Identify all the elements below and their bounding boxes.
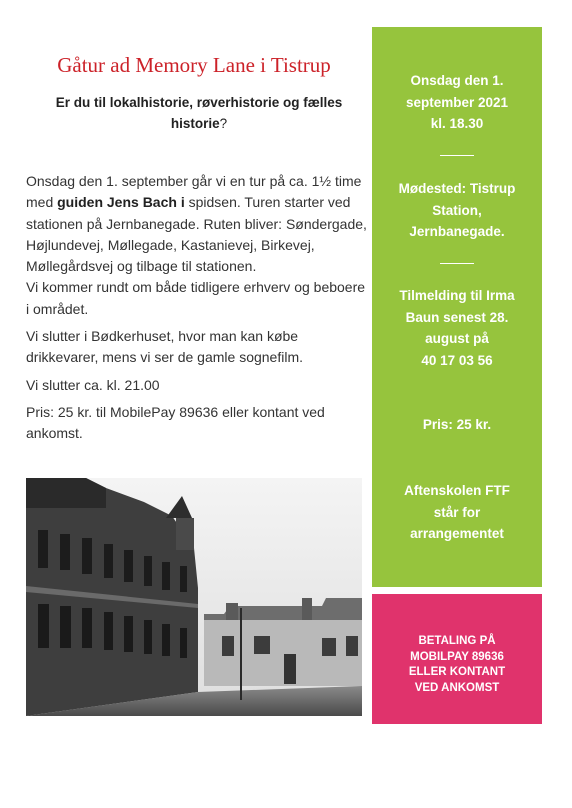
paragraph-end-time: Vi slutter ca. kl. 21.00 — [26, 376, 160, 393]
organizer-line3: arrangementet — [410, 526, 504, 541]
meeting-place-line2: Station, — [432, 202, 482, 218]
meeting-place — [372, 178, 542, 243]
page-subtitle — [40, 92, 358, 134]
meeting-place-line3: Jernbanegade. — [409, 224, 505, 239]
event-info-panel — [372, 27, 542, 587]
signup-info — [372, 285, 542, 371]
paragraph-ending: Vi slutter i Bødkerhuset, hvor man kan købe drikkevarer, mens vi ser de gamle sognefilm. — [26, 328, 303, 366]
meeting-place-line1: Mødested: Tistrup — [398, 181, 516, 196]
subtitle-question-mark: ? — [219, 116, 228, 131]
organizer-line1: Aftenskolen FTF — [404, 483, 510, 498]
organizer-line2: står for — [433, 504, 481, 520]
event-date-line1: Onsdag den 1. — [410, 73, 504, 88]
route-text: spidsen. Turen starter ved stationen på Jernbanegade. Ruten bliver: Søndergade, Højlundevej, Møllegade, Kastanievej, Birkevej, Møllegårdsvej og tilbage til stationen. — [26, 194, 367, 275]
event-date — [372, 70, 542, 135]
divider — [440, 155, 474, 156]
payment-line1: BETALING PÅ — [418, 635, 496, 647]
subtitle-text: Er du til lokalhistorie, røverhistorie og fælles historie — [55, 95, 343, 131]
signup-line2: Baun senest 28. — [405, 309, 509, 325]
signup-line1: Tilmelding til Irma — [399, 288, 515, 303]
guide-name: guiden Jens Bach i — [57, 194, 185, 211]
signup-line3: august på — [425, 331, 489, 346]
historic-street-photo — [26, 478, 362, 716]
body-text — [26, 171, 368, 442]
payment-line2: MOBILPAY 89636 — [410, 650, 504, 663]
paragraph-route — [26, 171, 368, 320]
payment-text — [382, 634, 532, 696]
divider — [440, 263, 474, 264]
route-text-end: Vi kommer rundt om både tidligere erhverv og beboere i området. — [26, 279, 366, 317]
payment-line3: ELLER KONTANT — [408, 666, 506, 678]
page-title: Gåtur ad Memory Lane i Tistrup — [57, 53, 331, 77]
payment-line4: VED ANKOMST — [414, 681, 500, 694]
price-info — [372, 414, 542, 436]
payment-panel — [372, 594, 542, 724]
event-time: kl. 18.30 — [430, 116, 484, 131]
organizer-info — [372, 480, 542, 545]
event-date-line2: september 2021 — [405, 94, 509, 110]
price-text: Pris: 25 kr. — [422, 417, 492, 432]
signup-phone: 40 17 03 56 — [421, 352, 493, 368]
paragraph-price: Pris: 25 kr. til MobilePay 89636 eller kontant ved ankomst. — [26, 403, 325, 442]
route-text-start: Onsdag den 1. september går vi en tur på ca. 1½ time med — [26, 173, 362, 211]
